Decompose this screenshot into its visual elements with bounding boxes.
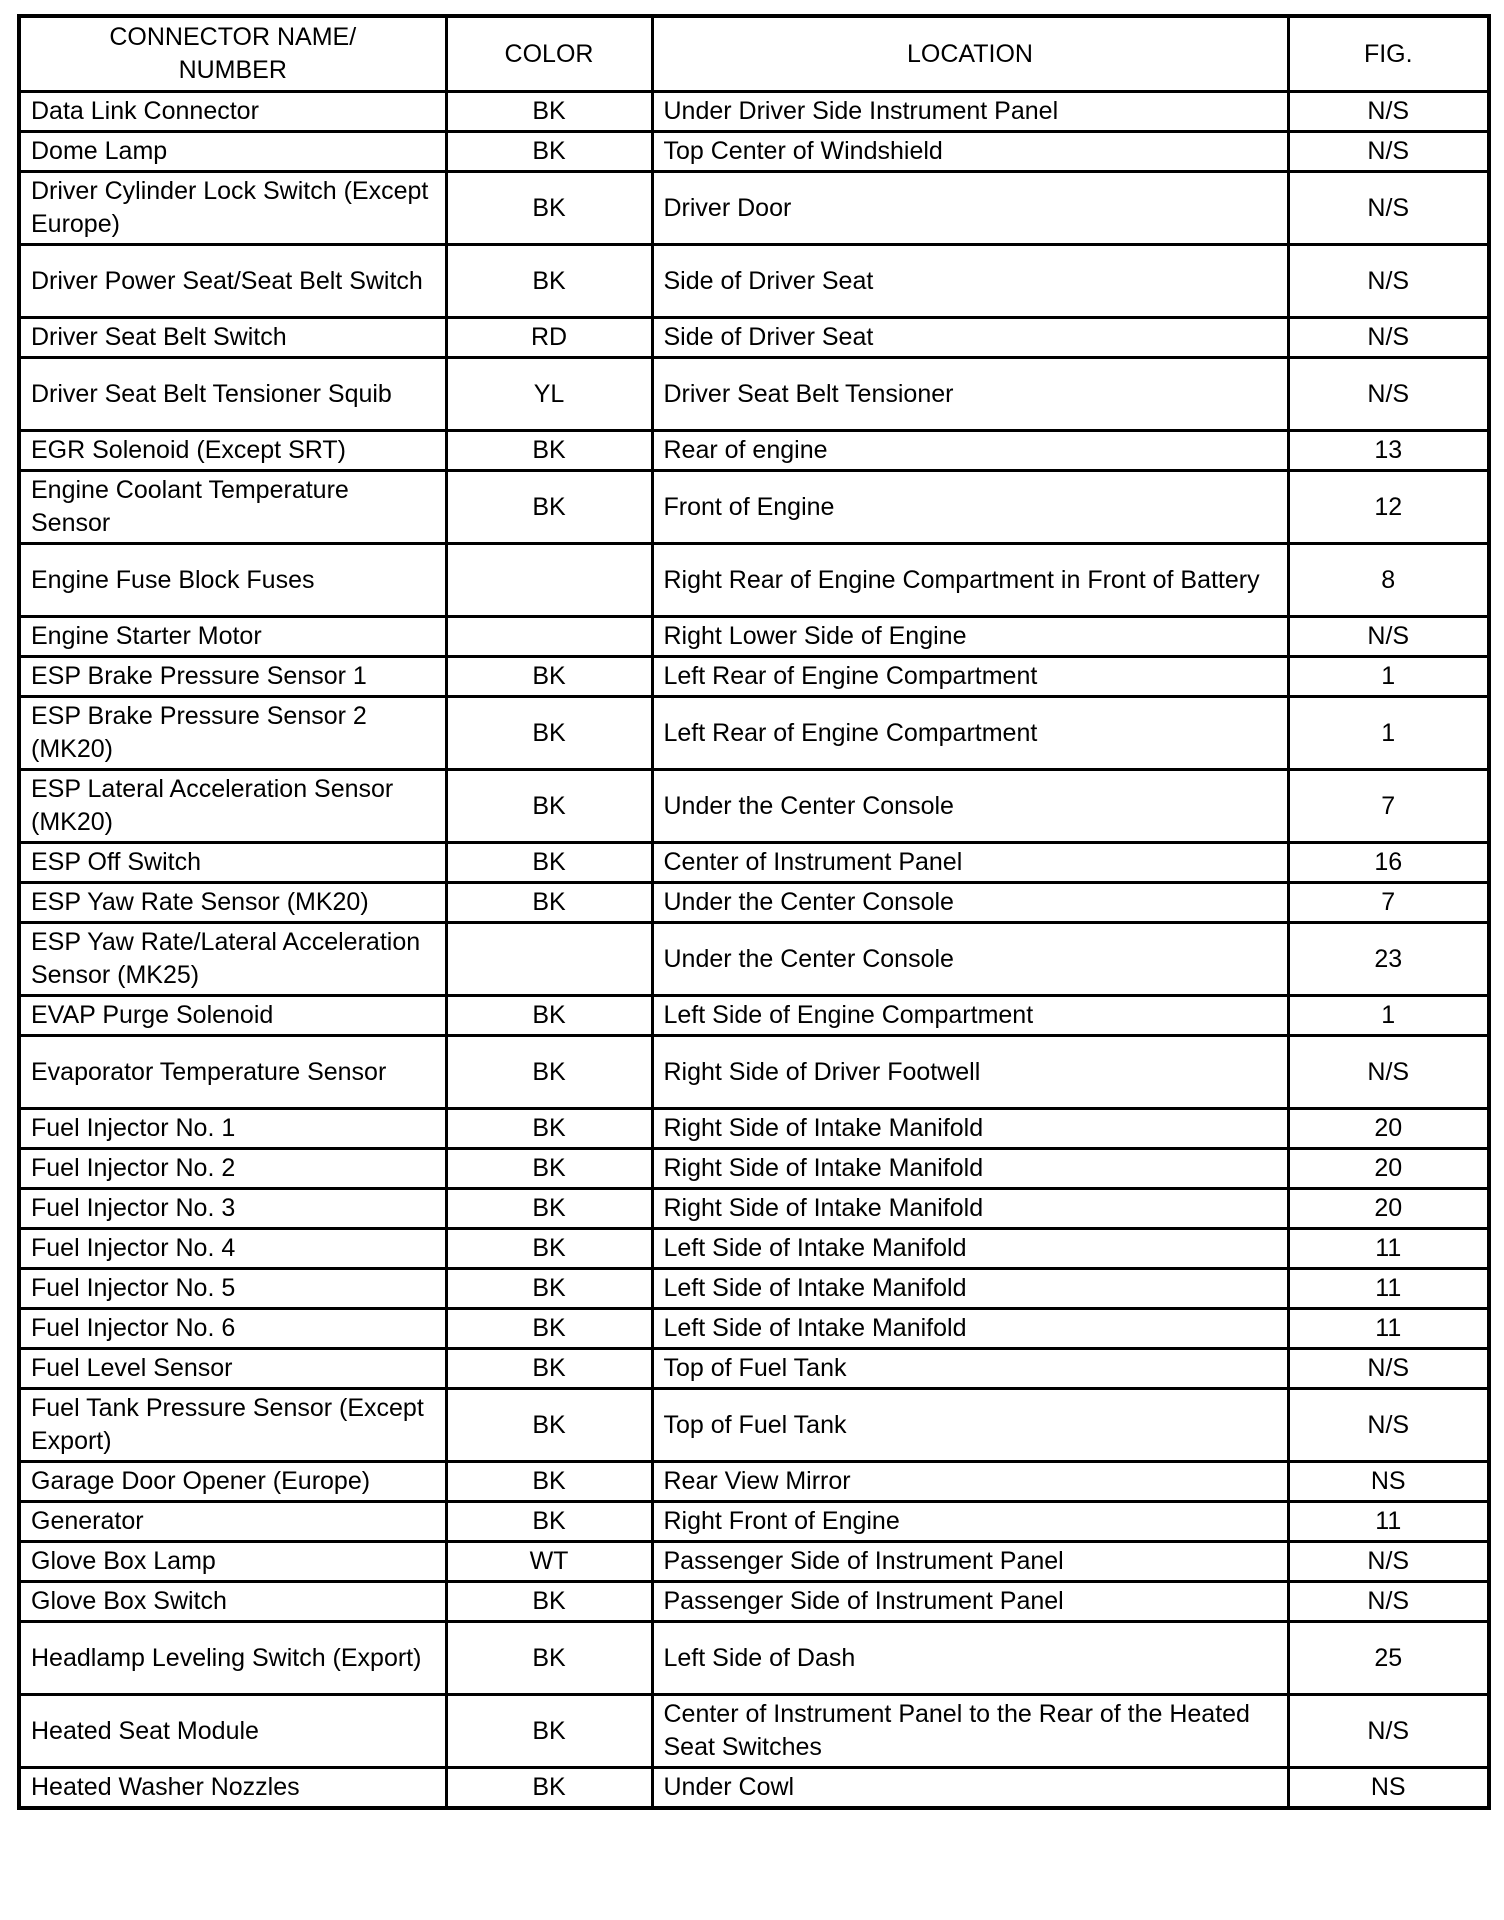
table-row	[19, 923, 1489, 996]
cell-location: Left Rear of Engine Compartment	[652, 697, 1288, 770]
cell-location: Left Side of Intake Manifold	[652, 1269, 1288, 1309]
cell-connector-name: Engine Starter Motor	[19, 617, 446, 657]
cell-location: Top of Fuel Tank	[652, 1389, 1288, 1462]
table-row	[19, 1502, 1489, 1542]
cell-color: BK	[446, 1768, 652, 1809]
cell-connector-name: EVAP Purge Solenoid	[19, 996, 446, 1036]
table-row	[19, 1622, 1489, 1695]
table-row	[19, 617, 1489, 657]
cell-color: BK	[446, 1502, 652, 1542]
cell-connector-name: Garage Door Opener (Europe)	[19, 1462, 446, 1502]
cell-color: BK	[446, 996, 652, 1036]
cell-fig: NS	[1288, 1462, 1489, 1502]
cell-color: BK	[446, 1269, 652, 1309]
cell-fig: N/S	[1288, 318, 1489, 358]
header-location: LOCATION	[652, 16, 1288, 92]
cell-location: Left Rear of Engine Compartment	[652, 657, 1288, 697]
cell-color: BK	[446, 431, 652, 471]
cell-color: BK	[446, 1149, 652, 1189]
cell-location: Passenger Side of Instrument Panel	[652, 1582, 1288, 1622]
cell-fig: 1	[1288, 657, 1489, 697]
cell-location: Left Side of Intake Manifold	[652, 1309, 1288, 1349]
cell-fig: N/S	[1288, 132, 1489, 172]
cell-fig: 20	[1288, 1149, 1489, 1189]
cell-color: BK	[446, 843, 652, 883]
table-row	[19, 1149, 1489, 1189]
cell-connector-name: Driver Power Seat/Seat Belt Switch	[19, 245, 446, 318]
cell-color	[446, 617, 652, 657]
table-row	[19, 657, 1489, 697]
cell-connector-name: ESP Lateral Acceleration Sensor (MK20)	[19, 770, 446, 843]
cell-location: Front of Engine	[652, 471, 1288, 544]
cell-fig: N/S	[1288, 1695, 1489, 1768]
cell-location: Under the Center Console	[652, 770, 1288, 843]
header-connector-name-line1: CONNECTOR NAME/	[109, 23, 357, 51]
cell-fig: 12	[1288, 471, 1489, 544]
cell-color: BK	[446, 1229, 652, 1269]
cell-color: BK	[446, 245, 652, 318]
cell-connector-name: ESP Brake Pressure Sensor 1	[19, 657, 446, 697]
table-row	[19, 172, 1489, 245]
cell-color: RD	[446, 318, 652, 358]
cell-color: BK	[446, 1189, 652, 1229]
cell-location: Side of Driver Seat	[652, 318, 1288, 358]
cell-color: YL	[446, 358, 652, 431]
cell-fig: 20	[1288, 1109, 1489, 1149]
cell-connector-name: ESP Brake Pressure Sensor 2 (MK20)	[19, 697, 446, 770]
cell-fig: 23	[1288, 923, 1489, 996]
cell-color: BK	[446, 1582, 652, 1622]
cell-connector-name: Fuel Injector No. 3	[19, 1189, 446, 1229]
table-row	[19, 318, 1489, 358]
cell-connector-name: Generator	[19, 1502, 446, 1542]
cell-fig: 25	[1288, 1622, 1489, 1695]
table-row	[19, 1462, 1489, 1502]
cell-color: BK	[446, 1349, 652, 1389]
table-row	[19, 92, 1489, 132]
table-row	[19, 431, 1489, 471]
table-row	[19, 1542, 1489, 1582]
cell-connector-name: Heated Washer Nozzles	[19, 1768, 446, 1809]
cell-fig: 16	[1288, 843, 1489, 883]
cell-location: Right Side of Intake Manifold	[652, 1149, 1288, 1189]
cell-location: Side of Driver Seat	[652, 245, 1288, 318]
cell-fig: N/S	[1288, 245, 1489, 318]
cell-location: Right Side of Driver Footwell	[652, 1036, 1288, 1109]
cell-color: BK	[446, 132, 652, 172]
cell-fig: N/S	[1288, 1036, 1489, 1109]
cell-connector-name: ESP Yaw Rate/Lateral Acceleration Sensor (MK25)	[19, 923, 446, 996]
cell-location: Right Side of Intake Manifold	[652, 1189, 1288, 1229]
cell-connector-name: EGR Solenoid (Except SRT)	[19, 431, 446, 471]
cell-color	[446, 923, 652, 996]
table-row	[19, 883, 1489, 923]
cell-location: Left Side of Engine Compartment	[652, 996, 1288, 1036]
cell-fig: N/S	[1288, 358, 1489, 431]
cell-location: Center of Instrument Panel	[652, 843, 1288, 883]
cell-color: BK	[446, 471, 652, 544]
cell-color: BK	[446, 770, 652, 843]
cell-fig: N/S	[1288, 92, 1489, 132]
cell-fig: 1	[1288, 996, 1489, 1036]
table-row	[19, 1389, 1489, 1462]
table-row	[19, 471, 1489, 544]
cell-location: Left Side of Dash	[652, 1622, 1288, 1695]
cell-connector-name: Glove Box Lamp	[19, 1542, 446, 1582]
table-row	[19, 1229, 1489, 1269]
cell-location: Center of Instrument Panel to the Rear of the Heated Seat Switches	[652, 1695, 1288, 1768]
cell-fig: 1	[1288, 697, 1489, 770]
table-row	[19, 1109, 1489, 1149]
cell-location: Top of Fuel Tank	[652, 1349, 1288, 1389]
table-row	[19, 358, 1489, 431]
cell-connector-name: Fuel Tank Pressure Sensor (Except Export)	[19, 1389, 446, 1462]
cell-location: Passenger Side of Instrument Panel	[652, 1542, 1288, 1582]
table-row	[19, 1269, 1489, 1309]
cell-location: Top Center of Windshield	[652, 132, 1288, 172]
table-row	[19, 770, 1489, 843]
cell-color: BK	[446, 1389, 652, 1462]
cell-connector-name: Dome Lamp	[19, 132, 446, 172]
cell-connector-name: ESP Off Switch	[19, 843, 446, 883]
table-row	[19, 1189, 1489, 1229]
cell-connector-name: Engine Fuse Block Fuses	[19, 544, 446, 617]
cell-color: BK	[446, 1109, 652, 1149]
cell-color: BK	[446, 697, 652, 770]
cell-fig: 7	[1288, 883, 1489, 923]
cell-color: BK	[446, 1462, 652, 1502]
cell-location: Driver Door	[652, 172, 1288, 245]
cell-fig: 11	[1288, 1229, 1489, 1269]
cell-connector-name: Engine Coolant Temperature Sensor	[19, 471, 446, 544]
cell-connector-name: Evaporator Temperature Sensor	[19, 1036, 446, 1109]
cell-color: BK	[446, 1622, 652, 1695]
cell-connector-name: Fuel Injector No. 2	[19, 1149, 446, 1189]
cell-fig: N/S	[1288, 172, 1489, 245]
cell-fig: 8	[1288, 544, 1489, 617]
cell-location: Right Side of Intake Manifold	[652, 1109, 1288, 1149]
cell-fig: N/S	[1288, 1389, 1489, 1462]
cell-color: BK	[446, 92, 652, 132]
cell-color: BK	[446, 1695, 652, 1768]
cell-connector-name: Driver Cylinder Lock Switch (Except Europe)	[19, 172, 446, 245]
table-row	[19, 544, 1489, 617]
cell-location: Left Side of Intake Manifold	[652, 1229, 1288, 1269]
cell-fig: 7	[1288, 770, 1489, 843]
cell-location: Right Front of Engine	[652, 1502, 1288, 1542]
header-fig: FIG.	[1288, 16, 1489, 92]
cell-fig: 13	[1288, 431, 1489, 471]
cell-connector-name: Heated Seat Module	[19, 1695, 446, 1768]
table-row	[19, 843, 1489, 883]
cell-connector-name: Fuel Injector No. 4	[19, 1229, 446, 1269]
cell-location: Under Driver Side Instrument Panel	[652, 92, 1288, 132]
cell-connector-name: Data Link Connector	[19, 92, 446, 132]
cell-fig: 20	[1288, 1189, 1489, 1229]
cell-color: BK	[446, 1309, 652, 1349]
header-connector-name	[19, 16, 446, 92]
cell-connector-name: Glove Box Switch	[19, 1582, 446, 1622]
cell-connector-name: ESP Yaw Rate Sensor (MK20)	[19, 883, 446, 923]
cell-connector-name: Driver Seat Belt Tensioner Squib	[19, 358, 446, 431]
cell-color: WT	[446, 1542, 652, 1582]
cell-location: Under the Center Console	[652, 883, 1288, 923]
table-row	[19, 245, 1489, 318]
table-row	[19, 132, 1489, 172]
cell-connector-name: Driver Seat Belt Switch	[19, 318, 446, 358]
cell-color: BK	[446, 172, 652, 245]
cell-location: Right Rear of Engine Compartment in Front of Battery	[652, 544, 1288, 617]
table-row	[19, 1582, 1489, 1622]
cell-location: Right Lower Side of Engine	[652, 617, 1288, 657]
cell-connector-name: Fuel Injector No. 6	[19, 1309, 446, 1349]
cell-location: Driver Seat Belt Tensioner	[652, 358, 1288, 431]
cell-color: BK	[446, 657, 652, 697]
cell-color: BK	[446, 1036, 652, 1109]
table-row	[19, 1309, 1489, 1349]
cell-fig: 11	[1288, 1502, 1489, 1542]
cell-connector-name: Fuel Injector No. 1	[19, 1109, 446, 1149]
cell-connector-name: Fuel Injector No. 5	[19, 1269, 446, 1309]
cell-fig: N/S	[1288, 1542, 1489, 1582]
cell-connector-name: Headlamp Leveling Switch (Export)	[19, 1622, 446, 1695]
cell-fig: 11	[1288, 1269, 1489, 1309]
cell-color: BK	[446, 883, 652, 923]
cell-fig: N/S	[1288, 1582, 1489, 1622]
table-row	[19, 1036, 1489, 1109]
cell-fig: 11	[1288, 1309, 1489, 1349]
cell-location: Under Cowl	[652, 1768, 1288, 1809]
table-row	[19, 1768, 1489, 1809]
header-connector-name-line2: NUMBER	[178, 56, 287, 84]
table-row	[19, 1695, 1489, 1768]
table-row	[19, 1349, 1489, 1389]
cell-connector-name: Fuel Level Sensor	[19, 1349, 446, 1389]
cell-location: Rear View Mirror	[652, 1462, 1288, 1502]
table-row	[19, 996, 1489, 1036]
table-row	[19, 697, 1489, 770]
cell-fig: N/S	[1288, 617, 1489, 657]
header-color: COLOR	[446, 16, 652, 92]
cell-location: Rear of engine	[652, 431, 1288, 471]
connector-location-table	[17, 14, 1491, 1810]
table-header-row	[19, 16, 1489, 92]
cell-color	[446, 544, 652, 617]
cell-fig: N/S	[1288, 1349, 1489, 1389]
cell-location: Under the Center Console	[652, 923, 1288, 996]
cell-fig: NS	[1288, 1768, 1489, 1809]
